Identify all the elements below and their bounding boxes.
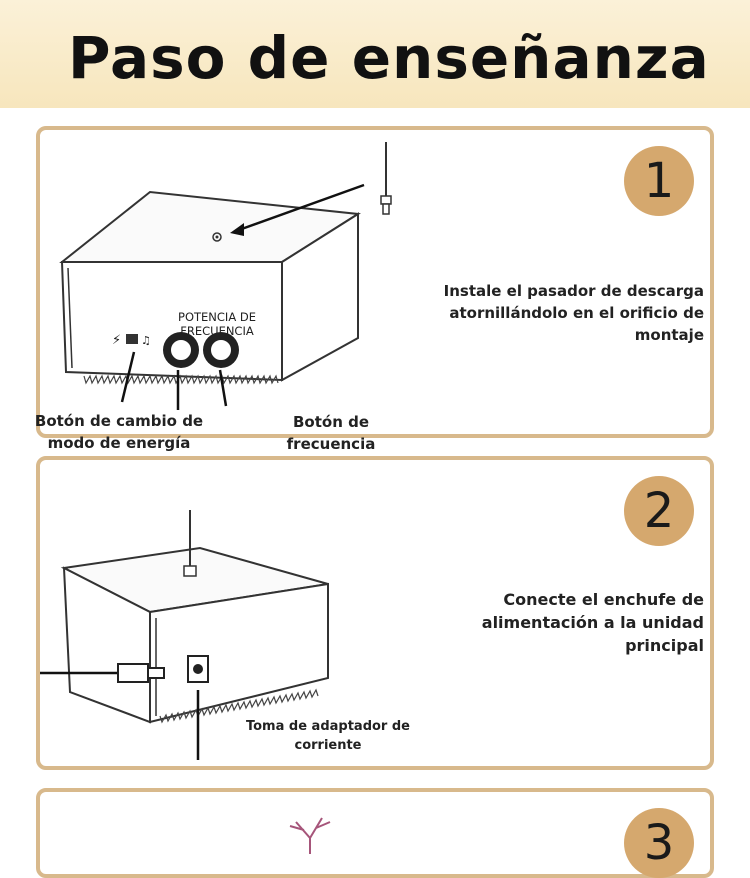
step-2-badge: 2 xyxy=(624,476,694,546)
power-mode-button-label: Botón de cambio de modo de energía xyxy=(34,412,204,452)
step-3-badge: 3 xyxy=(624,808,694,878)
svg-text:⚡: ⚡ xyxy=(112,333,122,348)
page-title: Paso de enseñanza xyxy=(68,24,710,92)
step-2-instruction: Conecte el enchufe de alimentación a la unidad principal xyxy=(481,590,704,655)
panel-label: POTENCIA DE FRECUENCIA xyxy=(178,310,256,338)
power-socket-label: Toma de adaptador de corriente xyxy=(245,719,410,753)
step-1-badge: 1 xyxy=(624,146,694,216)
step-1-instruction: Instale el pasador de descarga atornillándolo en el orificio de montaje xyxy=(443,282,704,344)
frequency-button-label: Botón de frecuencia xyxy=(286,413,376,453)
svg-text:♫: ♫ xyxy=(141,334,151,347)
